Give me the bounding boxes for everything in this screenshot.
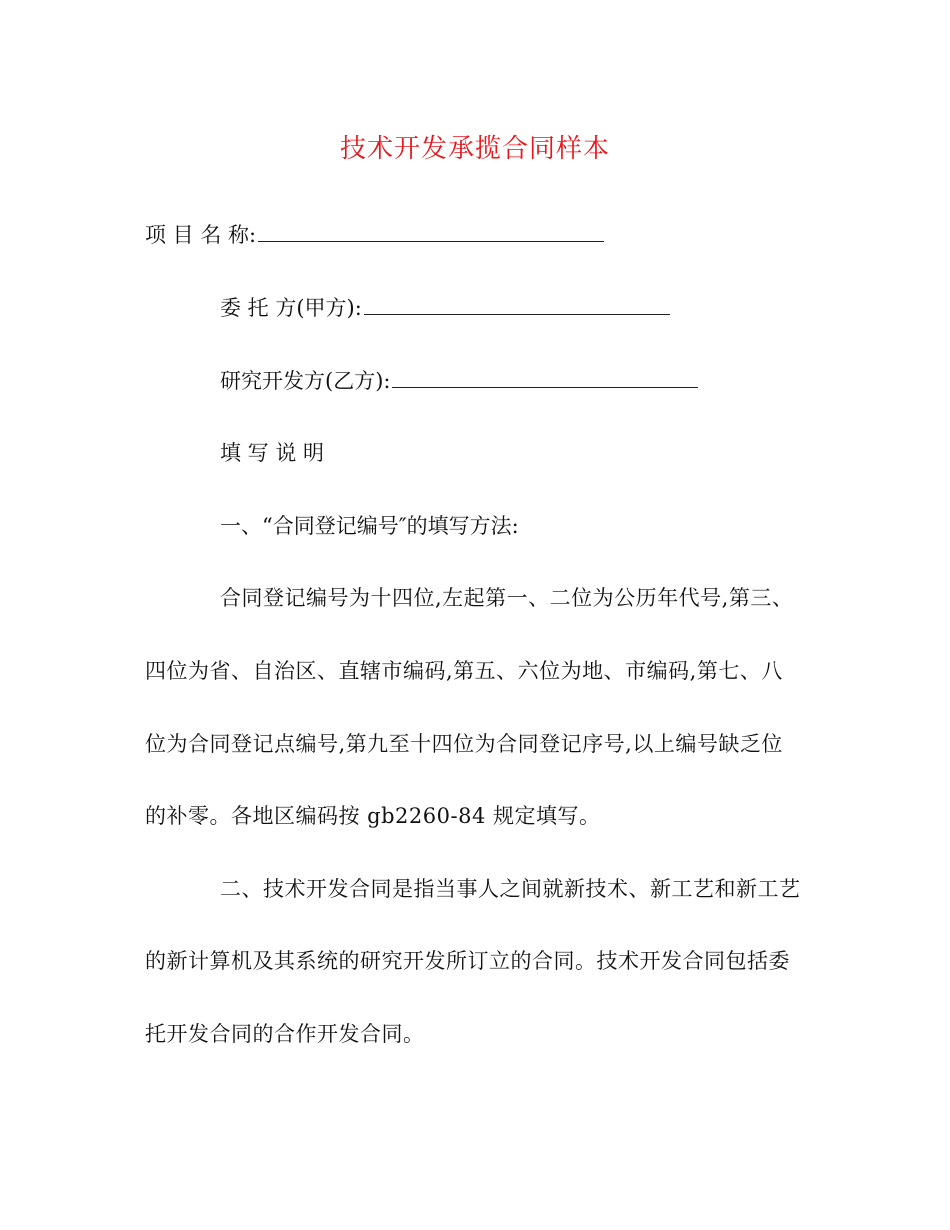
- developer-field: [220, 366, 698, 396]
- section1-line: 位为合同登记点编号,第九至十四位为合同登记序号,以上编号缺乏位: [145, 732, 783, 756]
- section2-line: 二、技术开发合同是指当事人之间就新技术、新工艺和新工艺: [220, 877, 801, 901]
- document-title: 技术开发承揽合同样本: [339, 134, 610, 164]
- section1-line: 的补零。各地区编码按 gb2260-84 规定填写。: [145, 804, 601, 828]
- client-label: 委 托 方(甲方):: [220, 296, 362, 320]
- section1-heading: 一、“合同登记编号″的填写方法:: [220, 514, 519, 538]
- client-field: [220, 293, 670, 323]
- project-name-field: [145, 220, 604, 250]
- project-name-label: 项 目 名 称:: [145, 223, 257, 247]
- developer-label: 研究开发方(乙方):: [220, 369, 391, 393]
- section1-line: 四位为省、自治区、直辖市编码,第五、六位为地、市编码,第七、八: [145, 659, 783, 683]
- instructions-heading: 填 写 说 明: [220, 441, 325, 465]
- client-blank[interactable]: [364, 294, 670, 315]
- developer-blank[interactable]: [392, 367, 698, 388]
- section2-line: 托开发合同的合作开发合同。: [145, 1022, 425, 1046]
- project-name-blank[interactable]: [258, 221, 604, 242]
- section1-line: 合同登记编号为十四位,左起第一、二位为公历年代号,第三、: [220, 586, 794, 610]
- section2-line: 的新计算机及其系统的研究开发所订立的合同。技术开发合同包括委: [145, 949, 790, 973]
